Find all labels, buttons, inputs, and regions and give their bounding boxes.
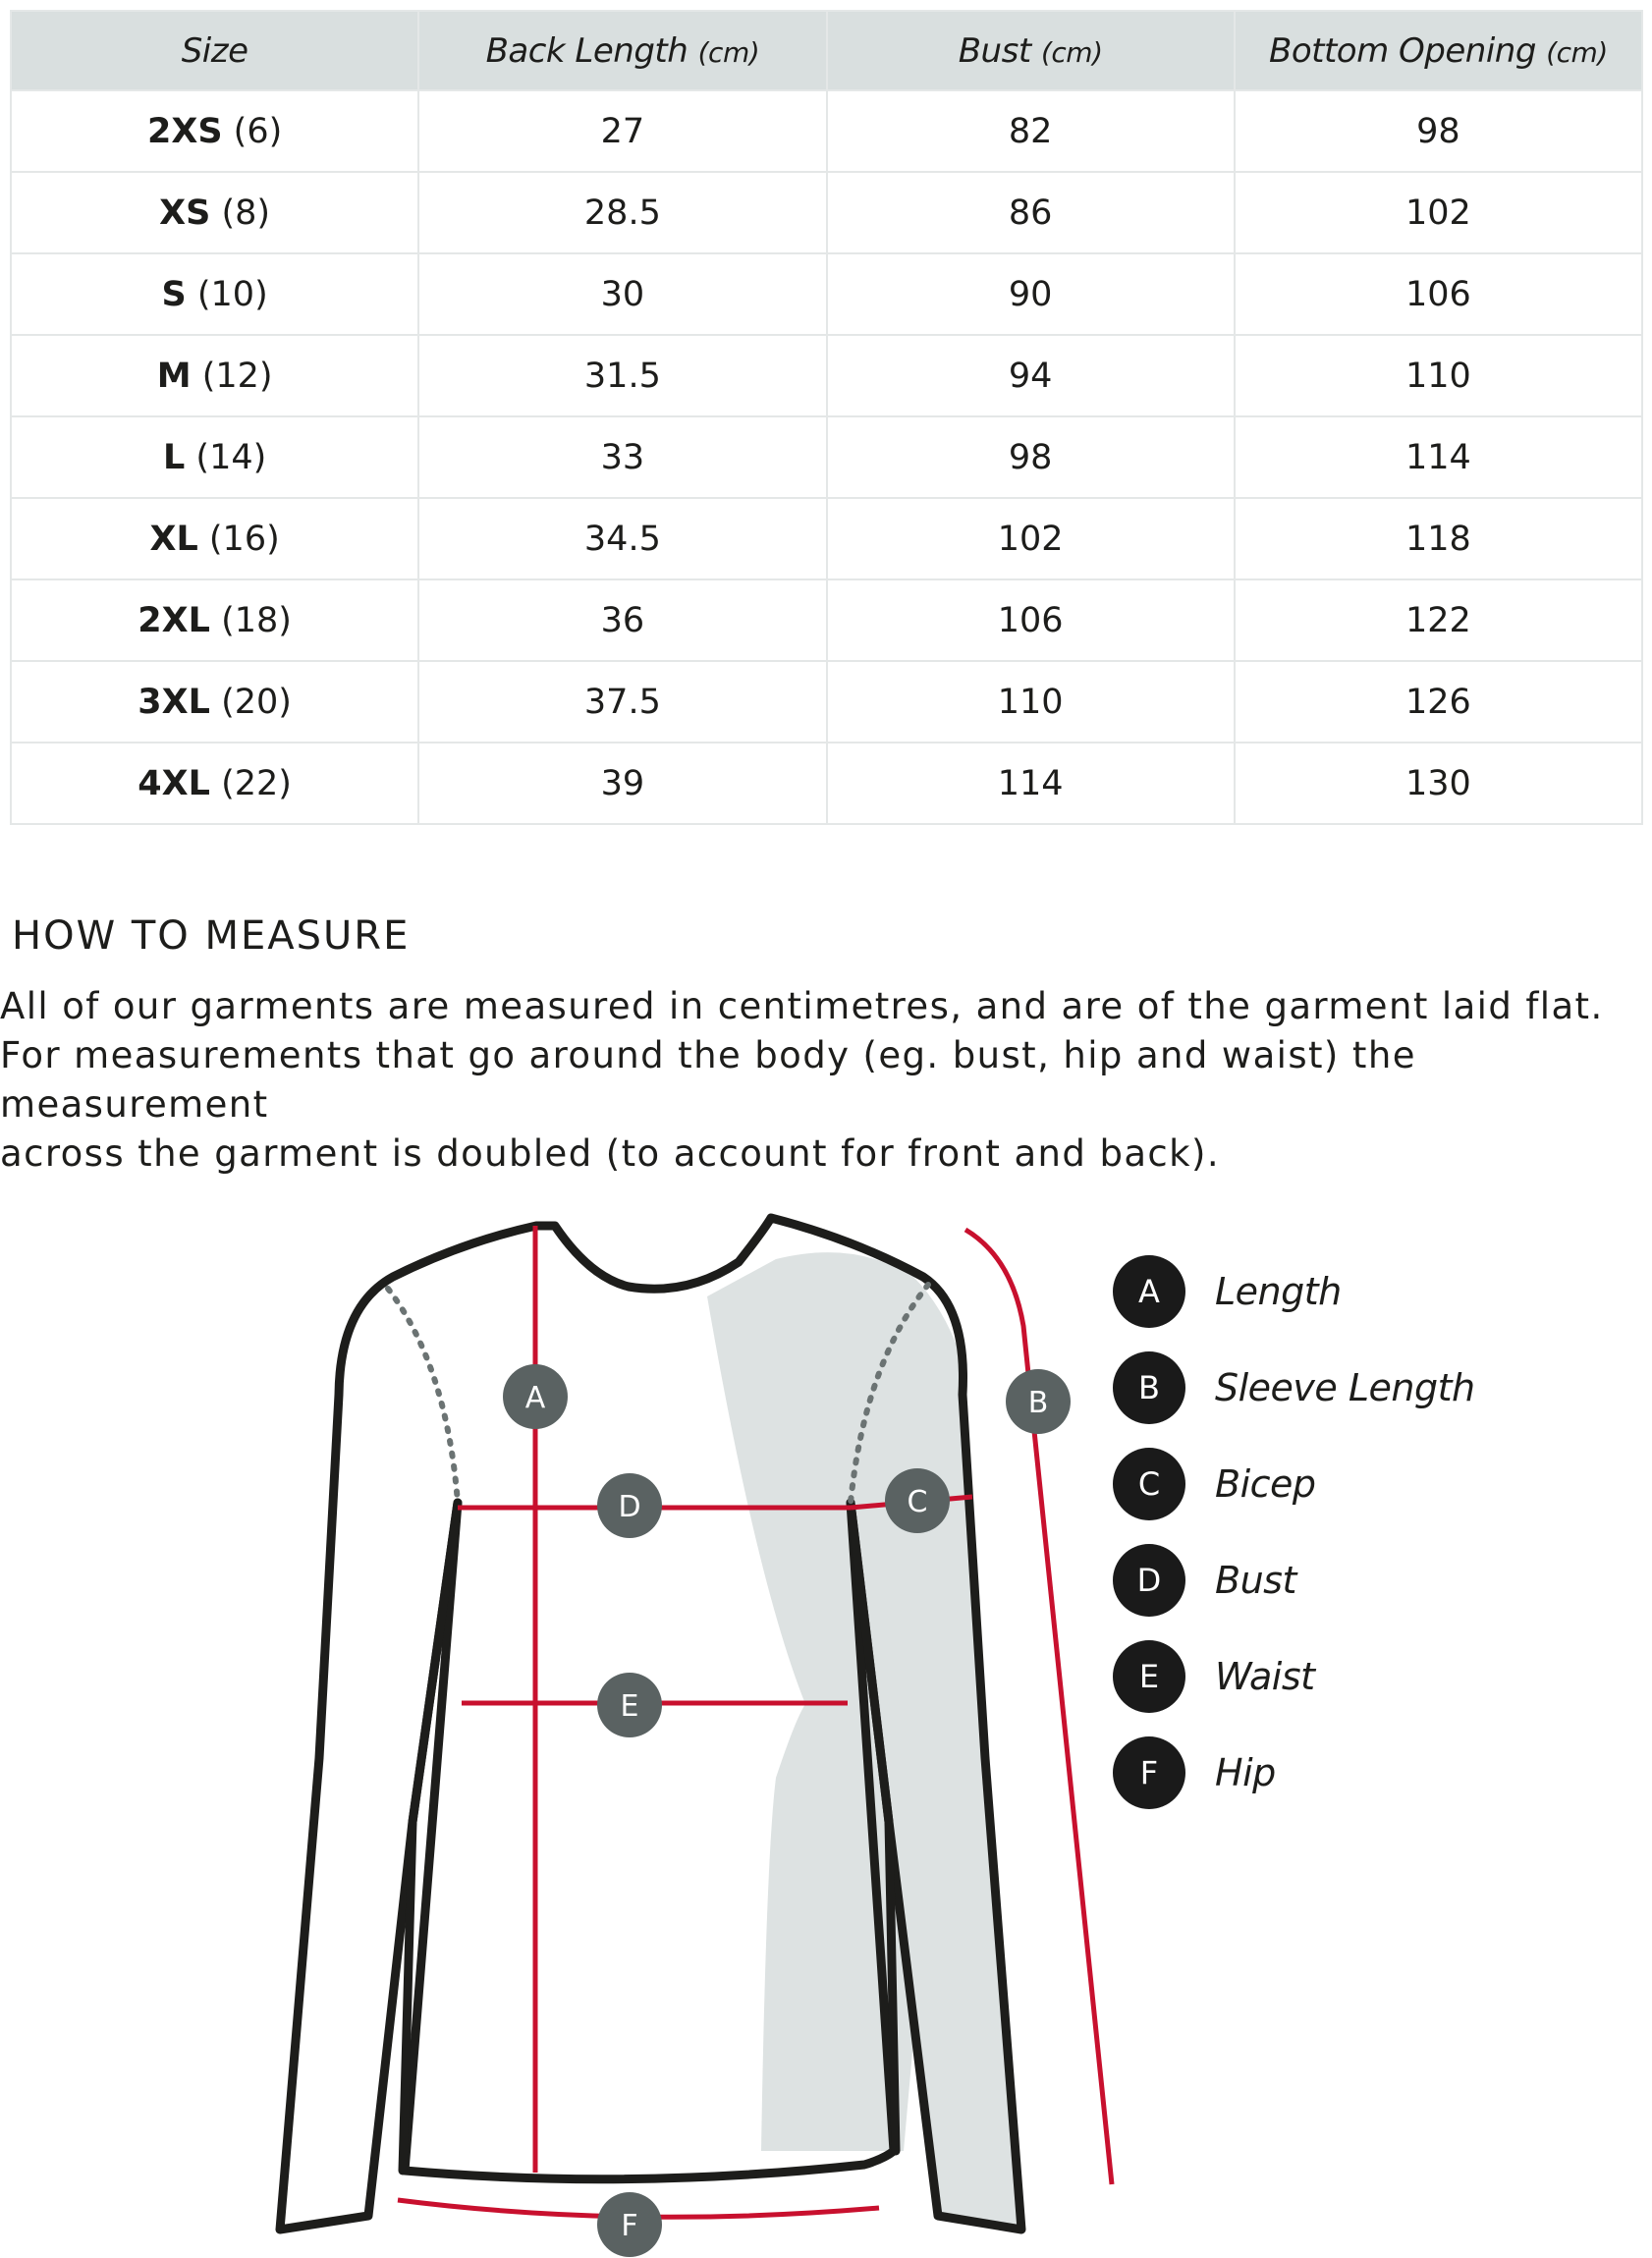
legend-item xyxy=(1113,1640,1475,1712)
marker-a xyxy=(503,1364,568,1429)
cell-size xyxy=(11,335,418,416)
cell-size xyxy=(11,579,418,661)
legend-label-bust: Bust xyxy=(1215,1558,1296,1602)
size-code: M xyxy=(156,356,192,396)
size-number: (16) xyxy=(208,519,280,559)
cell-bust: 82 xyxy=(827,90,1235,172)
legend-label-waist: Waist xyxy=(1215,1654,1315,1698)
cell-size xyxy=(11,253,418,335)
size-number: (14) xyxy=(195,437,267,477)
description-line: For measurements that go around the body (eg. bust, hip and waist) the measurement xyxy=(0,1034,1416,1126)
description-line: All of our garments are measured in centimetres, and are of the garment laid flat. xyxy=(0,985,1604,1027)
marker-f xyxy=(597,2192,662,2257)
header-bottom-opening-label: Bottom Opening xyxy=(1269,30,1536,71)
legend-key-a: A xyxy=(1113,1255,1185,1328)
cell-bottom-opening: 122 xyxy=(1235,579,1642,661)
cell-back-length: 37.5 xyxy=(418,661,826,743)
cell-back-length: 36 xyxy=(418,579,826,661)
legend-key-f: F xyxy=(1113,1736,1185,1809)
cell-bust: 106 xyxy=(827,579,1235,661)
cell-back-length: 34.5 xyxy=(418,498,826,579)
marker-d-label: D xyxy=(618,1490,641,1524)
cell-size xyxy=(11,498,418,579)
marker-b xyxy=(1006,1369,1071,1434)
size-code: S xyxy=(161,274,187,314)
size-number: (6) xyxy=(233,111,283,151)
cell-back-length: 39 xyxy=(418,743,826,824)
cell-bust: 114 xyxy=(827,743,1235,824)
legend-key-c: C xyxy=(1113,1448,1185,1520)
cell-bust: 90 xyxy=(827,253,1235,335)
header-back-length-unit: (cm) xyxy=(697,35,760,69)
table-row xyxy=(11,253,1642,335)
legend-key-e: E xyxy=(1113,1640,1185,1713)
cell-size xyxy=(11,743,418,824)
marker-c xyxy=(885,1468,950,1533)
cell-size xyxy=(11,416,418,498)
size-chart-table xyxy=(10,10,1643,825)
marker-e-label: E xyxy=(620,1689,639,1724)
how-to-measure-heading: HOW TO MEASURE xyxy=(12,913,411,959)
marker-a-label: A xyxy=(524,1381,546,1415)
marker-b-label: B xyxy=(1027,1386,1049,1420)
table-header-row xyxy=(11,11,1642,90)
size-code: XL xyxy=(149,519,198,559)
marker-c-label: C xyxy=(907,1485,928,1519)
cell-bottom-opening: 98 xyxy=(1235,90,1642,172)
table-row xyxy=(11,172,1642,253)
cell-size xyxy=(11,172,418,253)
size-number: (22) xyxy=(221,763,292,803)
cell-bust: 98 xyxy=(827,416,1235,498)
size-code: L xyxy=(162,437,186,477)
size-number: (20) xyxy=(221,682,292,722)
cell-bust: 102 xyxy=(827,498,1235,579)
cell-back-length: 27 xyxy=(418,90,826,172)
cell-back-length: 33 xyxy=(418,416,826,498)
size-number: (8) xyxy=(221,193,271,233)
size-number: (12) xyxy=(201,356,273,396)
cell-bottom-opening: 118 xyxy=(1235,498,1642,579)
cell-bottom-opening: 130 xyxy=(1235,743,1642,824)
cell-bottom-opening: 126 xyxy=(1235,661,1642,743)
cell-back-length: 28.5 xyxy=(418,172,826,253)
marker-e xyxy=(597,1673,662,1737)
table-row xyxy=(11,579,1642,661)
marker-f-label: F xyxy=(621,2209,638,2243)
cell-back-length: 30 xyxy=(418,253,826,335)
left-armhole-dotted xyxy=(388,1289,458,1503)
marker-d xyxy=(597,1473,662,1538)
cell-bottom-opening: 110 xyxy=(1235,335,1642,416)
legend-label-hip: Hip xyxy=(1215,1750,1276,1794)
size-code: 4XL xyxy=(138,763,210,803)
cell-back-length: 31.5 xyxy=(418,335,826,416)
size-code: 3XL xyxy=(138,682,210,722)
legend-item xyxy=(1113,1448,1475,1519)
size-code: 2XS xyxy=(146,111,223,151)
cell-bottom-opening: 106 xyxy=(1235,253,1642,335)
table-row xyxy=(11,335,1642,416)
size-code: 2XL xyxy=(138,600,210,640)
header-bust-label: Bust xyxy=(958,30,1031,71)
header-bust xyxy=(827,11,1235,90)
how-to-measure-description xyxy=(0,982,1652,1179)
header-size-label: Size xyxy=(181,30,248,71)
table-row xyxy=(11,498,1642,579)
legend-label-sleeve-length: Sleeve Length xyxy=(1215,1365,1475,1409)
legend-key-d: D xyxy=(1113,1544,1185,1617)
cell-size xyxy=(11,661,418,743)
header-back-length-label: Back Length xyxy=(485,30,688,71)
size-code: XS xyxy=(159,193,211,233)
legend-key-b: B xyxy=(1113,1351,1185,1424)
cell-bust: 110 xyxy=(827,661,1235,743)
cell-size xyxy=(11,90,418,172)
legend-item xyxy=(1113,1255,1475,1327)
size-number: (10) xyxy=(196,274,268,314)
table-row xyxy=(11,743,1642,824)
legend-item xyxy=(1113,1544,1475,1616)
cell-bust: 86 xyxy=(827,172,1235,253)
table-row xyxy=(11,416,1642,498)
size-number: (18) xyxy=(221,600,292,640)
description-line: across the garment is doubled (to account for front and back). xyxy=(0,1132,1220,1175)
legend-item xyxy=(1113,1351,1475,1423)
table-row xyxy=(11,661,1642,743)
legend-label-length: Length xyxy=(1215,1269,1342,1313)
header-bust-unit: (cm) xyxy=(1040,35,1103,69)
header-bottom-opening-unit: (cm) xyxy=(1546,35,1608,69)
legend-label-bicep: Bicep xyxy=(1215,1461,1316,1506)
header-back-length xyxy=(418,11,826,90)
measurement-legend xyxy=(1113,1255,1475,1833)
header-bottom-opening xyxy=(1235,11,1642,90)
table-row xyxy=(11,90,1642,172)
cell-bottom-opening: 102 xyxy=(1235,172,1642,253)
cell-bottom-opening: 114 xyxy=(1235,416,1642,498)
cell-bust: 94 xyxy=(827,335,1235,416)
header-size xyxy=(11,11,418,90)
legend-item xyxy=(1113,1736,1475,1808)
